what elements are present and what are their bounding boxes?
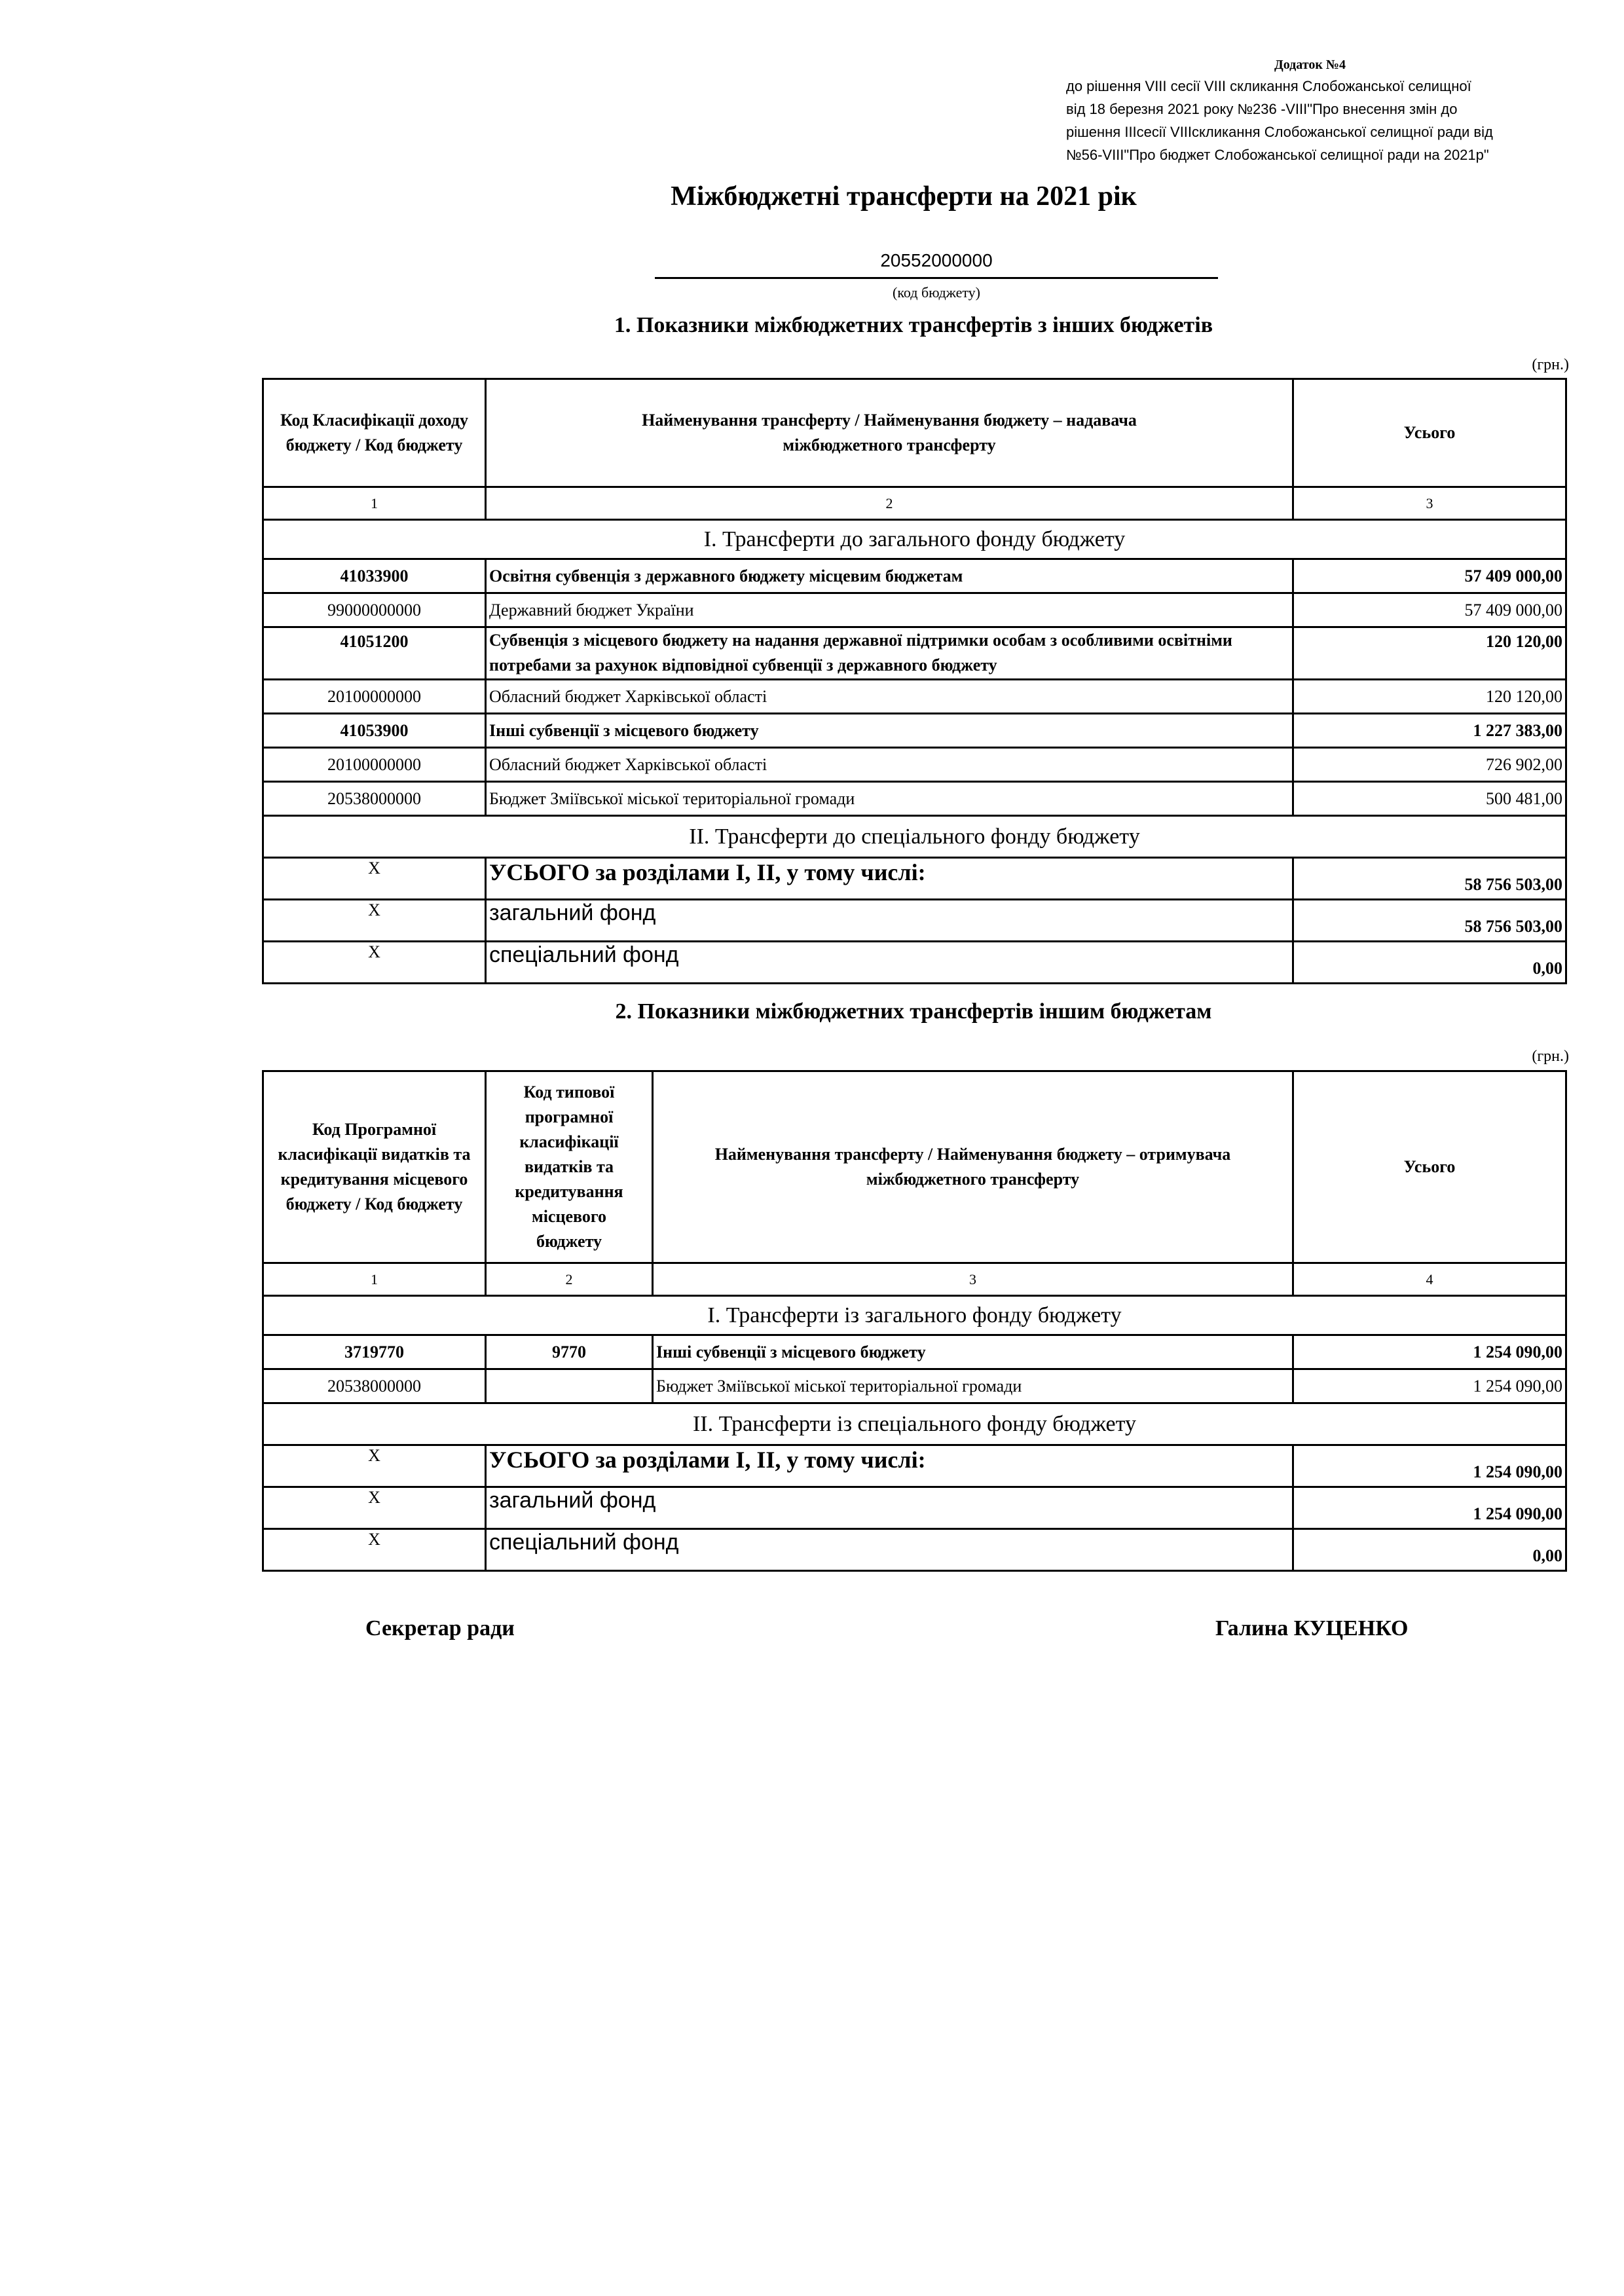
name-cell: Бюджет Зміївської міської територіальної громади <box>653 1369 1293 1403</box>
header-cell: Код типової програмної класифікації видатків та кредитування місцевого бюджету <box>486 1071 653 1263</box>
table-row <box>263 1335 1566 1369</box>
total-row <box>263 858 1566 900</box>
total-label: загальний фонд <box>486 1487 1293 1529</box>
code-cell: 20538000000 <box>263 1369 486 1403</box>
table-row <box>263 559 1566 593</box>
annex-number: Додаток №4 <box>1274 58 1346 72</box>
name-cell: Бюджет Зміївської міської територіальної громади <box>486 782 1293 816</box>
annex-line: №56-VIII"Про бюджет Слобожанської селищної ради на 2021р" <box>1066 147 1489 163</box>
header-cell: Усього <box>1293 1071 1566 1263</box>
section2-unit: (грн.) <box>1532 1048 1569 1065</box>
name-cell: Державний бюджет України <box>486 593 1293 627</box>
section1-unit: (грн.) <box>1532 356 1569 373</box>
total-label: УСЬОГО за розділами І, ІІ, у тому числі: <box>486 858 1293 900</box>
total-cell: 57 409 000,00 <box>1293 559 1566 593</box>
total-row <box>263 942 1566 984</box>
code-cell: 3719770 <box>263 1335 486 1369</box>
total-cell: 120 120,00 <box>1293 627 1566 680</box>
code-cell: 20100000000 <box>263 748 486 782</box>
total-label: загальний фонд <box>486 900 1293 942</box>
table-row <box>263 748 1566 782</box>
mark-cell: X <box>263 858 486 900</box>
mark-cell: X <box>263 1487 486 1529</box>
total-value: 1 254 090,00 <box>1293 1445 1566 1487</box>
budget-code: 20552000000 <box>880 250 993 270</box>
column-number: 1 <box>263 1263 486 1296</box>
type-code-cell: 9770 <box>486 1335 653 1369</box>
total-cell: 1 254 090,00 <box>1293 1369 1566 1403</box>
mark-cell: X <box>263 900 486 942</box>
section2-title: 2. Показники міжбюджетних трансфертів іншим бюджетам <box>615 999 1212 1024</box>
part-title: ІІ. Трансферти із спеціального фонду бюджету <box>263 1403 1566 1445</box>
total-cell: 1 227 383,00 <box>1293 714 1566 748</box>
total-value: 1 254 090,00 <box>1293 1487 1566 1529</box>
header-cell: Усього <box>1293 379 1566 487</box>
column-number: 3 <box>1293 487 1566 520</box>
total-value: 58 756 503,00 <box>1293 858 1566 900</box>
column-number-row <box>263 1263 1566 1296</box>
table-row <box>263 714 1566 748</box>
code-cell: 99000000000 <box>263 593 486 627</box>
total-cell: 500 481,00 <box>1293 782 1566 816</box>
table-row <box>263 593 1566 627</box>
name-cell: Інші субвенції з місцевого бюджету <box>486 714 1293 748</box>
column-number: 3 <box>653 1263 1293 1296</box>
header-row <box>263 379 1566 487</box>
budget-code-caption: (код бюджету) <box>893 284 980 301</box>
mark-cell: X <box>263 942 486 984</box>
part-title-row <box>263 816 1566 858</box>
total-label: спеціальний фонд <box>486 942 1293 984</box>
table-row <box>263 782 1566 816</box>
budget-code-underline <box>655 277 1218 279</box>
code-cell: 20100000000 <box>263 680 486 714</box>
header-cell: Код Класифікації доходу бюджету / Код бюджету <box>263 379 486 487</box>
name-cell: Інші субвенції з місцевого бюджету <box>653 1335 1293 1369</box>
column-number: 4 <box>1293 1263 1566 1296</box>
table-row <box>263 627 1566 680</box>
total-cell: 726 902,00 <box>1293 748 1566 782</box>
name-cell: Обласний бюджет Харківської області <box>486 680 1293 714</box>
mark-cell: X <box>263 1529 486 1571</box>
type-code-cell <box>486 1369 653 1403</box>
section1-title: 1. Показники міжбюджетних трансфертів з інших бюджетів <box>614 313 1213 337</box>
code-cell: 41053900 <box>263 714 486 748</box>
table-row <box>263 1369 1566 1403</box>
name-cell: Субвенція з місцевого бюджету на надання державної підтримки особам з особливими освітніми потребами за рахунок відповідної субвенції з державного бюджету <box>486 627 1293 680</box>
total-row <box>263 1487 1566 1529</box>
total-cell: 1 254 090,00 <box>1293 1335 1566 1369</box>
column-number-row <box>263 487 1566 520</box>
name-cell: Обласний бюджет Харківської області <box>486 748 1293 782</box>
code-cell: 41051200 <box>263 627 486 680</box>
header-cell: Код Програмної класифікації видатків та кредитування місцевого бюджету / Код бюджету <box>263 1071 486 1263</box>
total-row <box>263 900 1566 942</box>
header-cell: Найменування трансферту / Найменування бюджету – надавача міжбюджетного трансферту <box>486 379 1293 487</box>
name-cell: Освітня субвенція з державного бюджету місцевим бюджетам <box>486 559 1293 593</box>
total-row <box>263 1529 1566 1571</box>
total-cell: 120 120,00 <box>1293 680 1566 714</box>
total-value: 0,00 <box>1293 942 1566 984</box>
section1-table <box>262 378 1567 984</box>
code-cell: 41033900 <box>263 559 486 593</box>
annex-line: до рішення VIII сесії VIII скликання Слобожанської селищної <box>1066 78 1471 94</box>
annex-line: рішення IIIсесії VIIIскликання Слобожанської селищної ради від <box>1066 124 1493 140</box>
total-value: 58 756 503,00 <box>1293 900 1566 942</box>
page-title: Міжбюджетні трансферти на 2021 рік <box>671 181 1137 212</box>
annex-line: від 18 березня 2021 року №236 -VIII"Про внесення змін до <box>1066 101 1458 117</box>
column-number: 2 <box>486 1263 653 1296</box>
column-number: 1 <box>263 487 486 520</box>
header-row <box>263 1071 1566 1263</box>
part-title: ІІ. Трансферти до спеціального фонду бюджету <box>263 816 1566 858</box>
annex-block <box>1066 55 1590 166</box>
part-title-row <box>263 520 1566 559</box>
total-row <box>263 1445 1566 1487</box>
signature-name: Галина КУЦЕНКО <box>1215 1616 1409 1640</box>
section2-table <box>262 1070 1567 1572</box>
column-number: 2 <box>486 487 1293 520</box>
part-title: І. Трансферти до загального фонду бюджету <box>263 520 1566 559</box>
code-cell: 20538000000 <box>263 782 486 816</box>
total-label: спеціальний фонд <box>486 1529 1293 1571</box>
header-cell: Найменування трансферту / Найменування бюджету – отримувача міжбюджетного трансферту <box>653 1071 1293 1263</box>
total-cell: 57 409 000,00 <box>1293 593 1566 627</box>
total-label: УСЬОГО за розділами І, ІІ, у тому числі: <box>486 1445 1293 1487</box>
part-title-row <box>263 1296 1566 1335</box>
part-title-row <box>263 1403 1566 1445</box>
signature-position: Секретар ради <box>365 1616 515 1640</box>
table-row <box>263 680 1566 714</box>
total-value: 0,00 <box>1293 1529 1566 1571</box>
mark-cell: X <box>263 1445 486 1487</box>
part-title: І. Трансферти із загального фонду бюджету <box>263 1296 1566 1335</box>
